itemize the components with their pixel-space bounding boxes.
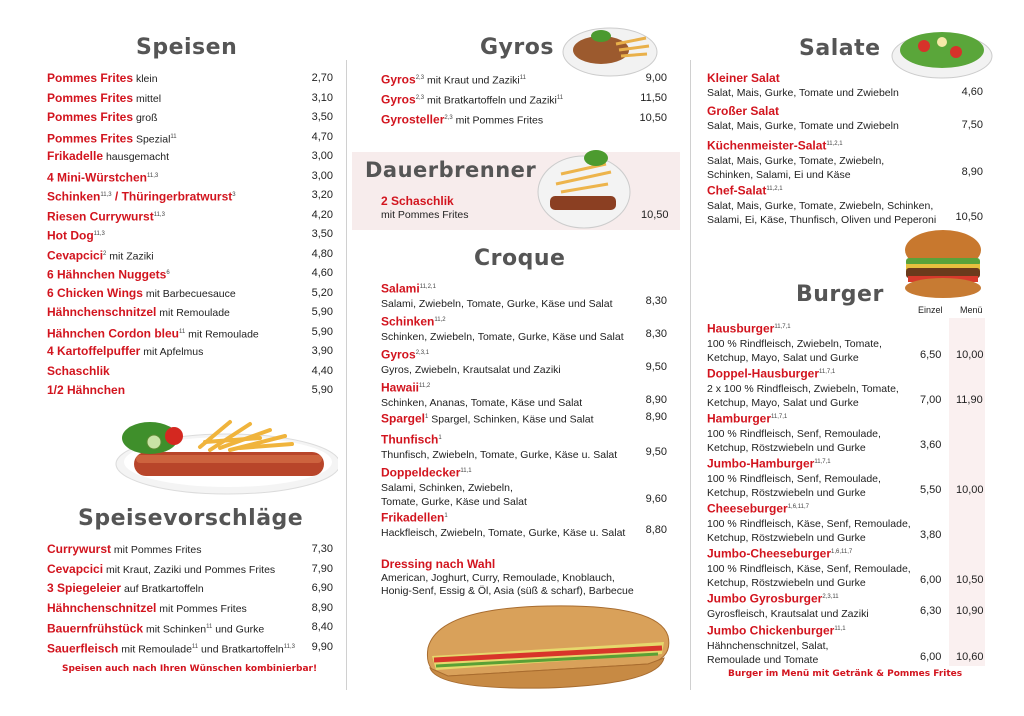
speisen-item: [47, 208, 333, 228]
speisen-item: [47, 188, 333, 208]
vorschlag-item: [47, 601, 333, 621]
item-price: 4,70: [311, 130, 333, 143]
item-desc: mit Schinken: [143, 623, 207, 636]
item-desc: mit Apfelmus: [140, 346, 204, 358]
item-price: 8,90: [961, 166, 983, 178]
speisen-item: [47, 383, 333, 403]
item-name: Pommes Frites: [47, 71, 134, 85]
dressing-line-2: Honig-Senf, Essig & Öl, Asia (süß & scharf), Barbecue: [381, 585, 634, 597]
burger-column-menu: Menü: [960, 305, 983, 315]
item-name: Pommes Frites: [47, 110, 134, 124]
superscript: 11,7,1: [774, 324, 791, 330]
burger-item-header: [707, 365, 983, 382]
speisen-item: [47, 364, 333, 384]
speisen-item: [47, 305, 333, 325]
item-desc: Salat, Mais, Gurke, Tomate und Zwiebeln: [707, 120, 899, 132]
speisen-title: Speisen: [136, 35, 238, 60]
item-name: Gyros: [381, 72, 416, 87]
item-desc: Hackfleisch, Zwiebeln, Tomate, Gurke, Käse u. Salat: [381, 526, 626, 539]
item-desc: Ketchup, Mayo, Salat und Gurke: [707, 351, 859, 364]
salat-item: [707, 71, 983, 100]
vorschlag-item: [47, 640, 333, 660]
item-price: 6,90: [311, 582, 333, 594]
burger-list: [707, 320, 983, 664]
croque-item: [381, 280, 667, 311]
item-name: Jumbo Gyrosburger: [707, 591, 823, 606]
item-price: 3,50: [311, 228, 333, 240]
vorschlag-item: [47, 562, 333, 582]
vorschlag-item: [47, 581, 333, 601]
item-desc: mit Kraut und Zaziki: [424, 74, 520, 87]
superscript: 11,7,1: [814, 459, 831, 465]
item-price: 8,30: [645, 328, 667, 340]
item-price: 3,00: [311, 169, 333, 182]
speisen-item: [47, 130, 333, 150]
item-name: Spargel: [381, 411, 426, 426]
item-price: 10,50: [639, 112, 667, 124]
superscript: 1,6,11,7: [787, 504, 809, 510]
item-price: 7,30: [311, 543, 333, 555]
speisen-item: [47, 286, 333, 306]
burger-item: [707, 365, 983, 410]
item-desc: hausgemacht: [103, 151, 169, 163]
salat-item-header: [707, 182, 983, 199]
speisen-list: [47, 71, 333, 401]
salate-list: [707, 71, 983, 231]
superscript: 2,3: [415, 75, 425, 81]
croque-item: [381, 464, 667, 509]
item-name: Hähnchen Cordon bleu: [47, 326, 179, 341]
superscript: 2,3,1: [415, 350, 430, 356]
speisen-item: [47, 91, 333, 111]
item-price: 5,90: [311, 325, 333, 338]
item-menu-price: 10,00: [956, 484, 984, 496]
item-name: Pommes Frites: [47, 131, 134, 146]
superscript: 6: [166, 270, 170, 276]
item-desc-extra: Tomate, Gurke, Käse und Salat: [381, 495, 527, 508]
item-price: 4,60: [961, 86, 983, 98]
speisen-item: [47, 325, 333, 345]
item-price: 6,00: [920, 574, 942, 586]
item-desc: mit Pommes Frites: [452, 114, 544, 127]
column-divider-right: [690, 60, 691, 690]
currywurst-plate-image: [110, 402, 338, 502]
item-desc: Ketchup, Röstzwiebeln und Gurke: [707, 531, 866, 544]
croque-item-header: [381, 431, 667, 448]
item-name: Thunfisch: [381, 432, 439, 447]
item-name: Hausburger: [707, 321, 775, 336]
item-name: Frikadelle: [47, 149, 104, 163]
speisen-item: [47, 266, 333, 286]
item-desc: mit Remoulade: [185, 328, 259, 341]
speisen-item: [47, 169, 333, 189]
item-name: Sauerfleisch: [47, 641, 119, 656]
burger-item-header: [707, 410, 983, 427]
item-price: 3,20: [311, 189, 333, 201]
item-name: Cevapcici: [47, 561, 104, 576]
item-name: Cevapcici: [47, 248, 104, 263]
superscript: 11,3: [100, 192, 112, 198]
item-desc: Schinken, Zwiebeln, Tomate, Gurke, Käse und Salat: [381, 330, 624, 343]
item-name: 4 Mini-Würstchen: [47, 170, 148, 185]
superscript: 11,3: [93, 231, 105, 237]
item-name: Hot Dog: [47, 228, 94, 243]
item-price: 8,30: [645, 295, 667, 307]
schaschlik-plate-image: [536, 144, 632, 230]
item-desc: Ketchup, Röstzwiebeln und Gurke: [707, 576, 866, 589]
item-price: 3,50: [311, 111, 333, 123]
superscript: 11,2,1: [419, 284, 436, 290]
superscript: 1,6,11,7: [831, 549, 853, 555]
superscript: 11,2: [419, 383, 431, 389]
item-desc: Gyrosfleisch, Krautsalat und Zaziki: [707, 607, 869, 620]
gyros-plate-image: [561, 20, 659, 78]
item-desc: Ketchup, Röstzwiebeln und Gurke: [707, 441, 866, 454]
item-desc: Salat, Mais, Gurke, Tomate, Zwiebeln, Schinken,: [707, 199, 934, 212]
item-price: 9,90: [311, 640, 333, 653]
superscript: 11: [519, 75, 526, 81]
superscript: 1: [425, 414, 429, 420]
item-name: Bauernfrühstück: [47, 621, 144, 636]
item-desc: auf Bratkartoffeln: [121, 583, 204, 595]
item-price: 9,50: [645, 446, 667, 458]
item-name: 1/2 Hähnchen: [47, 383, 126, 397]
superscript: 11: [556, 95, 564, 101]
croque-item-header: [381, 280, 667, 297]
item-desc: 100 % Rindfleisch, Käse, Senf, Remoulade,: [707, 562, 911, 575]
item-desc: Salat, Mais, Gurke, Tomate, Zwiebeln,: [707, 154, 885, 167]
item-name: Gyros: [381, 347, 416, 362]
croque-item-header: [381, 313, 667, 330]
item-desc: Salami, Zwiebeln, Tomate, Gurke, Käse und Salat: [381, 297, 613, 310]
item-price: 6,50: [920, 349, 942, 361]
superscript: 11: [191, 643, 199, 650]
item-price: 3,60: [920, 439, 942, 451]
item-name: Gyrosteller: [381, 112, 445, 127]
item-price: 7,00: [920, 394, 942, 406]
item-price: 5,50: [920, 484, 942, 496]
burger-column-einzel: Einzel: [918, 305, 943, 315]
item-desc: Hähnchenschnitzel, Salat,: [707, 639, 829, 652]
item-name: Großer Salat: [707, 104, 780, 118]
superscript: 11,2,1: [826, 141, 843, 147]
item-price: 2,70: [311, 72, 333, 84]
item-desc: 100 % Rindfleisch, Käse, Senf, Remoulade,: [707, 517, 911, 530]
croque-item: [381, 346, 667, 377]
item-price: 4,60: [311, 267, 333, 279]
superscript: 3: [232, 192, 236, 198]
salat-item: [707, 182, 983, 227]
superscript: 11,1: [460, 468, 472, 474]
superscript: 11,2,1: [766, 186, 783, 192]
item-price: 8,40: [311, 621, 333, 633]
vorschlag-item: [47, 542, 333, 562]
item-name: Frikadellen: [381, 510, 445, 525]
salate-title: Salate: [799, 36, 881, 61]
item-name: Hähnchenschnitzel: [47, 600, 157, 615]
item-name: Gyros: [381, 92, 416, 107]
item-menu-price: 10,50: [956, 574, 984, 586]
croque-title: Croque: [474, 246, 566, 271]
item-price: 4,40: [311, 364, 333, 377]
item-desc: Ketchup, Mayo, Salat und Gurke: [707, 396, 859, 409]
burger-title: Burger: [796, 282, 884, 307]
gyros-item: [381, 111, 667, 131]
superscript: 11,3: [283, 643, 295, 650]
speisen-item: [47, 227, 333, 247]
gyros-list: [381, 71, 667, 131]
burger-item: [707, 590, 983, 621]
superscript: 11,3: [153, 211, 165, 218]
burger-item-header: [707, 622, 983, 639]
item-menu-price: 10,00: [956, 349, 984, 361]
croque-list: [381, 280, 667, 542]
superscript: 11: [179, 328, 186, 335]
gyros-item: [381, 91, 667, 111]
item-price: 5,90: [311, 384, 333, 396]
item-name: Hamburger: [707, 411, 772, 426]
item-price: 11,50: [640, 92, 667, 104]
croque-item: [381, 379, 667, 410]
item-name: Salami: [381, 281, 420, 296]
item-price: 7,90: [311, 562, 333, 575]
croque-item-header: [381, 410, 667, 427]
item-desc: Spezial: [133, 133, 171, 146]
salat-item: [707, 137, 983, 182]
item-desc: mit Barbecuesauce: [142, 287, 236, 300]
item-price: 6,00: [920, 651, 942, 663]
item-price: 9,50: [645, 361, 667, 373]
item-desc: mit Remoulade: [156, 307, 230, 319]
item-price: 3,80: [920, 529, 942, 541]
burger-item-header: [707, 320, 983, 337]
item-desc: mit Pommes Frites: [156, 602, 247, 615]
speisevorschlaege-list: [47, 542, 333, 662]
item-desc: groß: [133, 112, 158, 124]
item-name: Hähnchenschnitzel: [47, 305, 157, 319]
dressing-title: Dressing nach Wahl: [381, 557, 496, 571]
speisen-item: [47, 344, 333, 364]
item-name: 6 Hähnchen Nuggets: [47, 267, 167, 282]
item-desc: 2 x 100 % Rindfleisch, Zwiebeln, Tomate,: [707, 382, 899, 395]
burger-item-header: [707, 455, 983, 472]
croque-item-header: [381, 509, 667, 526]
superscript: 11,7,1: [771, 414, 788, 420]
superscript: 11: [206, 624, 213, 630]
item-name: Hawaii: [381, 380, 420, 395]
croque-item: [381, 313, 667, 344]
item-name: 6 Chicken Wings: [47, 285, 143, 300]
item-desc: Schinken, Ananas, Tomate, Käse und Salat: [381, 396, 583, 409]
speisen-footnote: Speisen auch nach Ihren Wünschen kombinierbar!: [62, 664, 318, 674]
item-desc: klein: [133, 73, 158, 85]
croque-item: [381, 410, 667, 427]
item-desc: mit Pommes Frites: [111, 544, 202, 556]
item-name: Cheeseburger: [707, 501, 788, 516]
dressing-line-1: American, Joghurt, Curry, Remoulade, Knoblauch,: [381, 572, 615, 584]
item-name: Jumbo-Cheeseburger: [707, 546, 832, 561]
item-price: 10,50: [955, 211, 983, 223]
item-price: 8,90: [311, 601, 333, 614]
superscript: 11: [170, 133, 177, 140]
item-price: 8,90: [645, 394, 667, 406]
item-desc: mittel: [133, 92, 162, 105]
item-price: 3,10: [311, 91, 333, 104]
item-price: 3,90: [311, 345, 333, 357]
item-name: Pommes Frites: [47, 90, 134, 105]
item-desc: 100 % Rindfleisch, Senf, Remoulade,: [707, 427, 881, 440]
item-price: 9,00: [645, 72, 667, 84]
burger-item: [707, 320, 983, 365]
item-desc: Schinken, Salami, Ei und Käse: [707, 168, 851, 181]
item-desc-extra: und Bratkartoffeln: [198, 643, 284, 656]
item-price: 7,50: [961, 119, 983, 131]
superscript: 11,7,1: [819, 369, 836, 375]
baguette-image: [418, 598, 676, 692]
item-price: 9,60: [645, 493, 667, 505]
item-price: 8,80: [645, 524, 667, 536]
croque-item: [381, 431, 667, 462]
burger-item-header: [707, 500, 983, 517]
superscript: 11,3: [147, 172, 159, 179]
item-desc: Remoulade und Tomate: [707, 653, 819, 666]
item-desc-extra: und Gurke: [212, 623, 265, 636]
item-menu-price: 10,60: [956, 651, 984, 663]
item-name: Schaschlik: [47, 363, 110, 378]
item-name: Chef-Salat: [707, 183, 767, 198]
burger-item-header: [707, 545, 983, 562]
speisen-item: [47, 71, 333, 91]
item-name-extra: / Thüringerbratwurst: [111, 189, 233, 204]
burger-footnote: Burger im Menü mit Getränk & Pommes Frites: [728, 669, 963, 679]
salat-item-header: [707, 71, 983, 86]
burger-item: [707, 500, 983, 545]
item-desc: mit Bratkartoffeln und Zaziki: [424, 94, 557, 107]
item-name: Doppel-Hausburger: [707, 366, 820, 381]
croque-item-header: [381, 379, 667, 396]
croque-item-header: [381, 464, 667, 481]
item-desc: Gyros, Zwiebeln, Krautsalat und Zaziki: [381, 363, 561, 376]
speisen-item: [47, 149, 333, 169]
item-name: Jumbo-Hamburger: [707, 456, 815, 471]
item-desc: Ketchup, Röstzwiebeln und Gurke: [707, 486, 866, 499]
item-price: 3,00: [311, 150, 333, 162]
item-name: Doppeldecker: [381, 465, 461, 480]
item-name: 3 Spiegeleier: [47, 581, 122, 595]
item-desc: mit Zaziki: [106, 250, 154, 263]
item-desc: Salat, Mais, Gurke, Tomate und Zwiebeln: [707, 87, 899, 99]
croque-item: [381, 509, 667, 540]
item-desc: mit Kraut, Zaziki und Pommes Frites: [103, 563, 276, 576]
item-price: 5,20: [311, 286, 333, 299]
superscript: 1: [438, 435, 442, 441]
item-desc: Thunfisch, Zwiebeln, Tomate, Gurke, Käse u. Salat: [381, 448, 618, 461]
item-name: Currywurst: [47, 542, 112, 556]
superscript: 1: [444, 513, 448, 519]
item-name: Küchenmeister-Salat: [707, 138, 827, 153]
croque-item-header: [381, 346, 667, 363]
item-name: Schinken: [47, 189, 101, 204]
speisen-item: [47, 110, 333, 130]
item-name: Riesen Currywurst: [47, 209, 154, 224]
dauerbrenner-item-price: 10,50: [641, 209, 669, 221]
item-desc: 100 % Rindfleisch, Senf, Remoulade,: [707, 472, 881, 485]
speisen-item: [47, 247, 333, 267]
item-name: Schinken: [381, 314, 435, 329]
superscript: 11,1: [834, 626, 846, 632]
item-desc: Spargel, Schinken, Käse und Salat: [428, 413, 594, 426]
item-desc: Salami, Ei, Käse, Thunfisch, Oliven und Peperoni: [707, 213, 937, 226]
burger-item-header: [707, 590, 983, 607]
dauerbrenner-title: Dauerbrenner: [365, 158, 537, 182]
item-price: 4,80: [311, 247, 333, 260]
item-price: 5,90: [311, 306, 333, 318]
item-desc: 100 % Rindfleisch, Zwiebeln, Tomate,: [707, 337, 882, 350]
burger-item: [707, 545, 983, 590]
salat-item: [707, 104, 983, 133]
vorschlag-item: [47, 620, 333, 640]
gyros-title: Gyros: [480, 35, 554, 60]
item-desc: Salami, Schinken, Zwiebeln,: [381, 481, 513, 494]
item-menu-price: 10,90: [956, 605, 984, 617]
superscript: 2: [103, 250, 107, 257]
burger-image: [900, 228, 986, 300]
burger-item: [707, 410, 983, 455]
gyros-item: [381, 71, 667, 91]
superscript: 2,3,11: [822, 594, 839, 600]
salat-item-header: [707, 104, 983, 119]
superscript: 2,3: [415, 95, 425, 101]
item-price: 6,30: [920, 605, 942, 617]
superscript: 2,3: [444, 115, 453, 121]
item-menu-price: 11,90: [956, 394, 983, 406]
item-name: 4 Kartoffelpuffer: [47, 344, 141, 358]
item-name: Jumbo Chickenburger: [707, 623, 835, 638]
superscript: 11,2: [434, 317, 446, 323]
burger-item: [707, 622, 983, 667]
item-price: 4,20: [311, 208, 333, 221]
item-price: 8,90: [645, 411, 667, 423]
item-name: Kleiner Salat: [707, 71, 780, 85]
burger-item: [707, 455, 983, 500]
item-desc: mit Remoulade: [118, 643, 192, 656]
speisevorschlaege-title: Speisevorschläge: [78, 506, 304, 531]
dauerbrenner-item-desc: mit Pommes Frites: [381, 209, 469, 221]
dauerbrenner-item-name: 2 Schaschlik: [381, 194, 454, 208]
salat-item-header: [707, 137, 983, 154]
column-divider-left: [346, 60, 347, 690]
